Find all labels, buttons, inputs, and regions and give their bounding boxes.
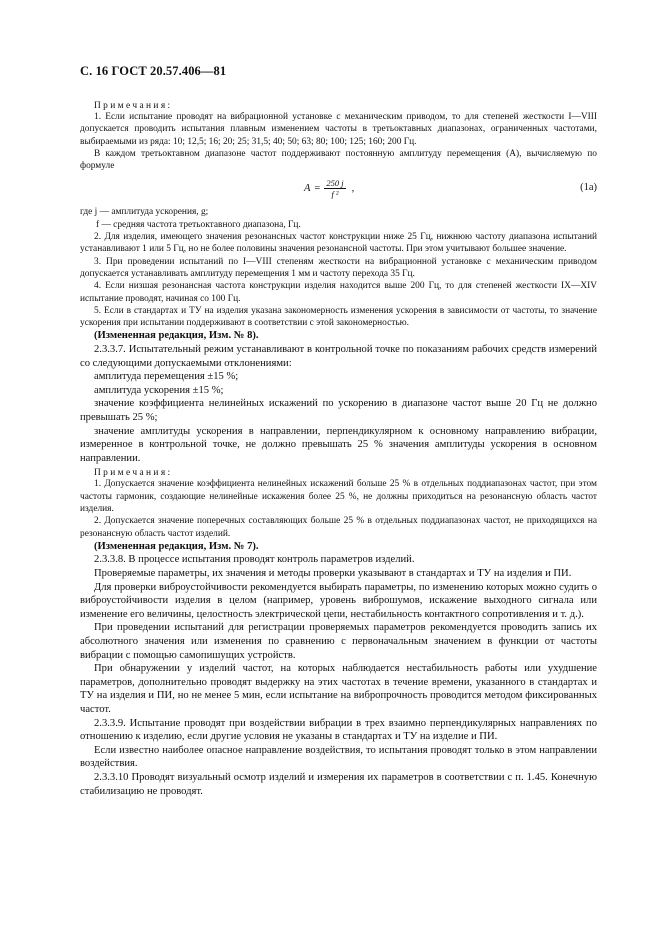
formula-denominator: f ² [331, 189, 339, 200]
para-2-3-3-10: 2.3.3.10 Проводят визуальный осмотр изделий и измерения их параметров в соответствии с п. 1.45. Конечную стабилизацию не проводят. [80, 771, 597, 797]
formula-comma: , [351, 183, 355, 195]
note-3: 3. При проведении испытаний по I—VIII степеням жесткости на вибрационной установке с механическим приводом допускается устанавливать амплитуду перемещения 1 мм и частоту перехода 35 Гц. [80, 256, 597, 279]
formula [304, 178, 354, 199]
tolerance-displacement: амплитуда перемещения ±15 %; [94, 371, 239, 383]
para-2-3-3-8: 2.3.3.8. В процессе испытания проводят контроль параметров изделий. [94, 554, 415, 566]
note-5: 5. Если в стандартах и ТУ на изделия указана закономерность изменения ускорения в зависимости от частоты, то значение ускорения при испытании поддерживают в соответствии с этой закономерностью. [80, 305, 597, 329]
para-2-3-3-8-d: При проведении испытаний для регистрации проверяемых параметров рекомендуется проводить запись их абсолютного значения или изменения по сравнению с первоначальным значением в функции от частоты вибрации с помощью самопишущих устройств. [80, 622, 597, 661]
note-2: 2. Для изделия, имеющего значения резонансных частот конструкции ниже 25 Гц, нижнюю частоту диапазона испытаний устанавливают 1 или 5 Гц, но не более половины значения резонансной частоты. При этом учитывают большее значение. [80, 232, 597, 255]
formula-lhs: A [304, 183, 311, 195]
edition-note: (Измененная редакция, Изм. № 8). [94, 330, 259, 342]
tolerance-acceleration: амплитуда ускорения ±15 %; [94, 384, 224, 396]
note-4: 4. Если низшая резонансная частота конструкции изделия находится выше 200 Гц, то для степеней жесткости IX—XIV испытание проводят, начиная со 100 Гц. [80, 281, 597, 304]
tolerance-perpendicular: значение амплитуды ускорения в направлении, перпендикулярном к основному направлению вибрации, измеренное в контрольной точке, не должно превышать 25 % значения амплитуды ускорения в основном направлении. [80, 425, 597, 464]
formula-eq: = [314, 183, 321, 195]
para-2-3-3-9: 2.3.3.9. Испытание проводят при воздействии вибрации в трех взаимно перпендикулярных направлениях по отношению к изделию, если другие условия не указаны в стандартах и ТУ на изделие и ПИ. [80, 717, 597, 743]
note-1-continued: В каждом третьоктавном диапазоне частот поддерживают постоянную амплитуду перемещения (A), вычисляемую по формуле [80, 148, 597, 172]
notes-title: Примечания: [94, 101, 173, 111]
tolerance-nonlinear: значение коэффициента нелинейных искажений по ускорению в диапазоне частот выше 20 Гц не должно превышать 25 %; [80, 398, 597, 424]
para-2-3-3-8-c: Для проверки виброустойчивости рекомендуется выбирать параметры, по изменению которых можно судить о виброустойчивости изделия в целом (например, уровень виброшумов, искажение выходного сигнала или изменение его величины, целостность электрической цепи, нестабильность контактного сопротивления и т. д.). [80, 581, 597, 620]
where-f: f — средняя частота третьоктавного диапазона, Гц. [96, 219, 301, 230]
note2-2: 2. Допускается значение поперечных составляющих больше 25 % в отдельных поддиапазонах частот, не приходящихся на резонансную область частот изделий. [80, 516, 597, 539]
para-2-3-3-7: 2.3.3.7. Испытательный режим устанавливают в контрольной точке по показаниям рабочих средств измерений со следующими допускаемыми отклонениями: [80, 344, 597, 369]
note-1: 1. Если испытание проводят на вибрационной установке с механическим приводом, то для степеней жесткости I—VIII допускается проводить испытания плавным изменением частоты в третьоктавных диапазонах, ограниченных частотами, выбираемыми из ряда: 10; 12,5; 16; 20; 25; 31,5; 40; 50; 63; 80; 100; 125; 160; 200 Гц. [80, 112, 597, 147]
formula-fraction [324, 178, 345, 199]
page-header: С. 16 ГОСТ 20.57.406—81 [80, 64, 227, 78]
formula-numerator: 250 j [326, 178, 344, 189]
para-2-3-3-8-b: Проверяемые параметры, их значения и методы проверки указывают в стандартах и ТУ на изделия и ПИ. [94, 568, 572, 580]
para-2-3-3-9-b: Если известно наиболее опасное направление воздействия, то испытания проводят только в этом направлении воздействия. [80, 744, 597, 770]
formula-number: (1a) [580, 182, 597, 194]
where-j: где j — амплитуда ускорения, g; [80, 207, 209, 218]
note2-1: 1. Допускается значение коэффициента нелинейных искажений больше 25 % в отдельных поддиапазонах частот, при этом частоты гармоник, создающие нелинейные искажения более 25 %, не должны приходиться на резонансную область частот изделия. [80, 479, 597, 514]
document-page [80, 64, 597, 798]
edition-note-2: (Измененная редакция, Изм. № 7). [94, 540, 259, 552]
para-2-3-3-8-e: При обнаружении у изделий частот, на которых наблюдается нестабильность работы или ухудшение параметров, дополнительно проводят выдержку на этих частотах в течение времени, указанного в стандартах и ТУ на изделия и ПИ, но не менее 5 мин, если испытание на вибропрочность проводится методом фиксированных частот. [80, 663, 597, 715]
notes-title-2: Примечания: [94, 468, 173, 479]
formula-block [80, 172, 597, 206]
